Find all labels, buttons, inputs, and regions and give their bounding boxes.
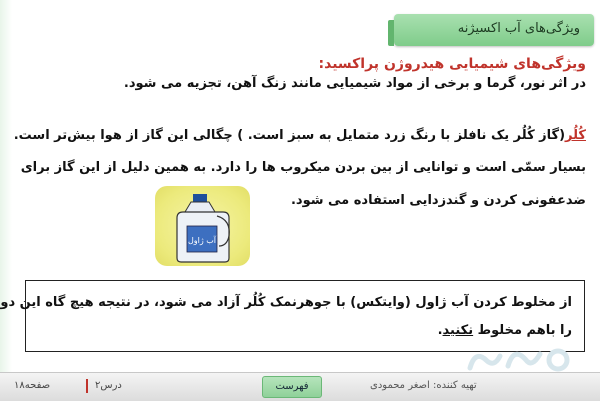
text-line-2-body: (گاز کُلُر یک نافلز با رنگ زرد متمایل به سبز است. ) چگالی این گاز از هوا بیش‌تر است. <box>13 128 566 143</box>
lesson-number: درس۲ <box>95 380 122 391</box>
text-line-4: ضدعفونی کردن و گندزدایی استفاده می شود. <box>290 193 586 208</box>
note-emphasis: نکنید <box>442 323 474 338</box>
page-title: ویژگی‌های آب اکسیژنه <box>457 21 580 36</box>
section-heading: ویژگی‌های شیمیایی هیدروژن پراکسید: <box>318 56 586 72</box>
footer-separator <box>86 379 88 393</box>
author-credit: تهیه کننده: اصغر محمودی <box>370 380 477 391</box>
bleach-bottle-icon <box>155 186 250 266</box>
chlorine-term: کُلُر <box>565 128 586 143</box>
page-number: صفحه۱۸ <box>14 380 51 391</box>
text-line-1: در اثر نور، گرما و برخی از مواد شیمیایی مانند زنگ آهن، تجزیه می شود. <box>123 76 586 91</box>
left-rail <box>0 0 12 400</box>
note-line-1: از مخلوط کردن آب ژاول (وایتکس) با جوهرنمک کُلُر آزاد می شود، در نتیجه هیچ گاه این دو <box>0 295 572 310</box>
index-button[interactable]: فهرست <box>262 376 322 398</box>
bleach-bottle-image <box>155 186 250 266</box>
header-tab <box>394 14 594 46</box>
text-line-3: بسیار سمّی است و توانایی از بین بردن میکروب ها را دارد. به همین دلیل از این گاز برای <box>20 160 586 175</box>
footer-bar <box>0 372 600 401</box>
text-line-2 <box>14 128 586 143</box>
note-line-2 <box>438 323 572 338</box>
note-line-2-end: . <box>437 323 443 338</box>
bottle-label: آب ژاول <box>187 236 217 245</box>
note-line-2-start: را باهم مخلوط <box>473 323 572 338</box>
